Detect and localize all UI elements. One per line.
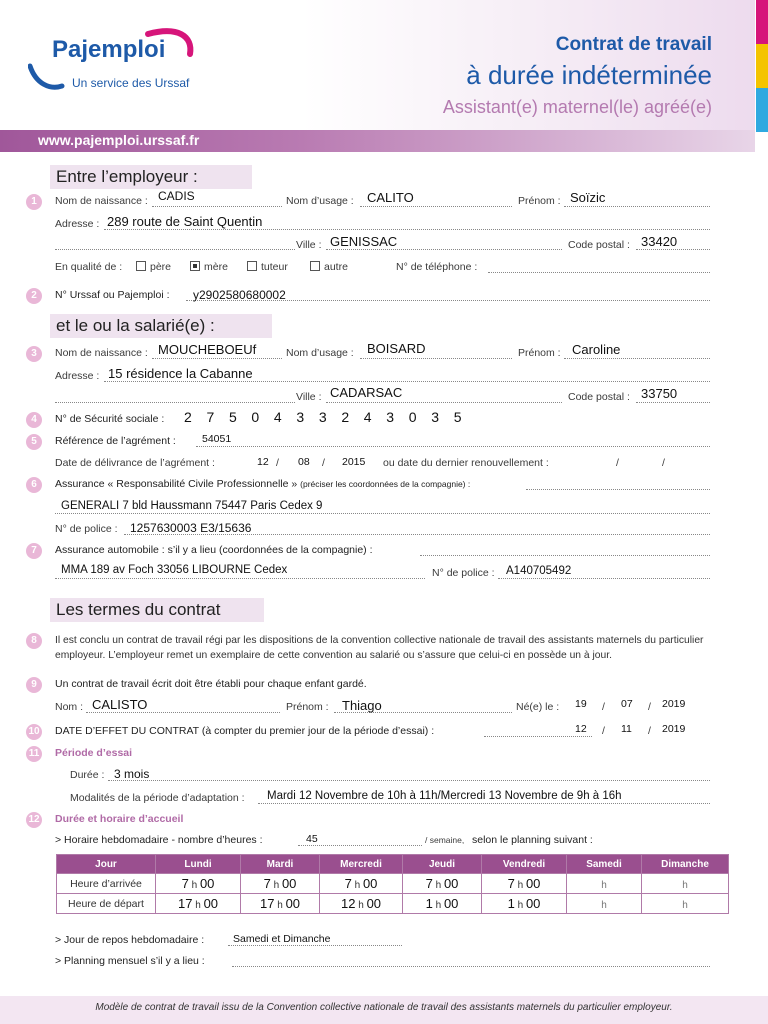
employee-secu-label: N° de Sécurité sociale : <box>55 413 165 425</box>
child-ne-label: Né(e) le : <box>516 701 560 713</box>
employee-cp-value[interactable]: 33750 <box>641 386 678 401</box>
employer-prenom-label: Prénom : <box>518 195 561 207</box>
schedule-header-jour: Jour <box>57 855 156 874</box>
item-number-2: 2 <box>26 288 42 304</box>
title-line-1: Contrat de travail <box>555 34 712 55</box>
date-sep: / <box>662 457 665 469</box>
arrival-hours: 7 <box>507 876 515 891</box>
effet-year[interactable]: 2019 <box>662 723 686 735</box>
schedule-header-vendredi: Vendredi <box>482 855 567 874</box>
delivrance-year[interactable]: 2015 <box>342 456 366 468</box>
section-employee-heading: et le ou la salarié(e) : <box>50 314 272 338</box>
departure-minutes: 00 <box>443 896 459 911</box>
date-sep: / <box>648 725 651 737</box>
employee-police2-label: N° de police : <box>432 567 495 579</box>
effet-day[interactable]: 12 <box>575 723 587 735</box>
schedule-header-mercredi: Mercredi <box>320 855 403 874</box>
employee-adresse-label: Adresse : <box>55 370 100 382</box>
hour-unit: h <box>351 880 363 891</box>
date-sep: / <box>616 457 619 469</box>
horaire-label: > Horaire hebdomadaire - nombre d’heures : <box>55 834 263 846</box>
employer-qualite-label: En qualité de : <box>55 261 123 273</box>
employee-agrement-label: Référence de l’agrément : <box>55 435 176 447</box>
employee-nom-usage-value[interactable]: BOISARD <box>367 341 426 356</box>
arrival-minutes: 00 <box>362 876 378 891</box>
logo-name: Pajemploi <box>52 36 166 63</box>
item-number-7: 7 <box>26 543 42 559</box>
departure-minutes: 00 <box>366 896 382 911</box>
date-sep: / <box>276 457 279 469</box>
duree-value[interactable]: 3 mois <box>114 767 150 781</box>
logo-subtitle: Un service des Urssaf <box>72 76 190 90</box>
arrival-label: Heure d’arrivée <box>57 874 156 894</box>
section-employer-heading: Entre l’employeur : <box>50 165 252 189</box>
schedule-header-lundi: Lundi <box>156 855 241 874</box>
employer-nom-usage-value[interactable]: CALITO <box>367 190 414 205</box>
employee-assurance-auto-value[interactable]: MMA 189 av Foch 33056 LIBOURNE Cedex <box>61 564 288 576</box>
employer-adresse-label: Adresse : <box>55 218 100 230</box>
option-tuteur[interactable]: tuteur <box>247 261 288 273</box>
checkbox-autre[interactable] <box>310 261 320 271</box>
arrival-cell[interactable] <box>241 874 320 894</box>
employee-prenom-label: Prénom : <box>518 347 561 359</box>
item-number-11: 11 <box>26 746 42 762</box>
employee-ville-value[interactable]: CADARSAC <box>330 385 403 400</box>
repos-label: > Jour de repos hebdomadaire : <box>55 934 205 946</box>
departure-cell[interactable] <box>241 894 320 914</box>
item-number-3: 3 <box>26 346 42 362</box>
hour-unit: h <box>601 880 607 891</box>
arrival-cell[interactable] <box>403 874 482 894</box>
arrival-minutes: 00 <box>443 876 459 891</box>
option-autre[interactable]: autre <box>310 261 348 273</box>
departure-hours: 17 <box>177 896 193 911</box>
child-ne-month[interactable]: 07 <box>621 698 633 710</box>
modalites-value[interactable]: Mardi 12 Novembre de 10h à 11h/Mercredi 13 Novembre de 9h à 16h <box>267 790 622 802</box>
item-number-8: 8 <box>26 633 42 649</box>
date-sep: / <box>648 701 651 713</box>
employee-delivrance-label: Date de délivrance de l’agrément : <box>55 457 215 469</box>
employee-assurance-rc-label: Assurance « Responsabilité Civile Professionnelle » (préciser les coordonnées de la compagnie) : <box>55 478 471 490</box>
arrival-minutes: 00 <box>199 876 215 891</box>
side-color-bar-yellow <box>756 44 768 88</box>
child-prenom-value[interactable]: Thiago <box>342 698 382 713</box>
departure-cell[interactable] <box>567 894 642 914</box>
employer-nom-naissance-label: Nom de naissance : <box>55 195 148 207</box>
employer-urssaf-value[interactable]: y2902580680002 <box>193 288 286 302</box>
departure-minutes: 00 <box>285 896 301 911</box>
delivrance-month[interactable]: 08 <box>298 456 310 468</box>
arrival-cell[interactable] <box>642 874 729 894</box>
departure-hours: 12 <box>340 896 356 911</box>
employee-nom-naissance-label: Nom de naissance : <box>55 347 148 359</box>
item-number-6: 6 <box>26 477 42 493</box>
employee-assurance-auto-label: Assurance automobile : s’il y a lieu (coordonnées de la compagnie) : <box>55 544 373 556</box>
checkbox-tuteur[interactable] <box>247 261 257 271</box>
hour-unit: h <box>188 880 200 891</box>
repos-value[interactable]: Samedi et Dimanche <box>233 933 331 945</box>
child-ne-day[interactable]: 19 <box>575 698 587 710</box>
hour-unit: h <box>682 900 688 911</box>
employer-ville-value[interactable]: GENISSAC <box>330 234 398 249</box>
departure-cell[interactable] <box>320 894 403 914</box>
horaire-value[interactable]: 45 <box>306 833 318 845</box>
departure-label: Heure de départ <box>57 894 156 914</box>
semaine-label: / semaine, <box>425 835 465 845</box>
departure-cell[interactable] <box>642 894 729 914</box>
employer-nom-usage-label: Nom d’usage : <box>286 195 354 207</box>
duree-label: Durée : <box>70 769 105 781</box>
hour-unit: h <box>432 880 444 891</box>
departure-hours: 17 <box>259 896 275 911</box>
schedule-header-mardi: Mardi <box>241 855 320 874</box>
employer-adresse-value[interactable]: 289 route de Saint Quentin <box>107 214 263 229</box>
arrival-hours: 7 <box>263 876 271 891</box>
footer-text: Modèle de contrat de travail issu de la Convention collective nationale de travail des assistants maternels du particulier employeur. <box>95 1002 673 1013</box>
departure-cell[interactable] <box>482 894 567 914</box>
hour-unit: h <box>192 900 204 911</box>
arrival-cell[interactable] <box>320 874 403 894</box>
departure-hours: 1 <box>425 896 433 911</box>
effet-label: DATE D’EFFET DU CONTRAT (à compter du premier jour de la période d’essai) : <box>55 725 435 737</box>
arrival-minutes: 00 <box>281 876 297 891</box>
checkbox-mere-checked[interactable] <box>190 261 200 271</box>
hour-unit: h <box>601 900 607 911</box>
schedule-table <box>56 854 729 914</box>
terms-paragraph-8: Il est conclu un contrat de travail régi par les dispositions de la convention collective nationale de travail des assistants maternels du particulier employeur. L’employeur remet un exemplaire de cette convention au salarié ou s’assure que celui-ci en possède un à jour. <box>55 635 704 661</box>
item-number-9: 9 <box>26 677 42 693</box>
child-nom-label: Nom : <box>55 701 84 713</box>
side-color-bar-pink <box>756 0 768 44</box>
item-number-4: 4 <box>26 412 42 428</box>
terms-paragraph-9: Un contrat de travail écrit doit être établi pour chaque enfant gardé. <box>55 678 367 690</box>
date-sep: / <box>322 457 325 469</box>
option-mere[interactable]: mère <box>190 261 228 273</box>
employer-ville-label: Ville : <box>296 239 322 251</box>
schedule-header-samedi: Samedi <box>567 855 642 874</box>
mensuel-label: > Planning mensuel s’il y a lieu : <box>55 955 205 967</box>
title-line-2: à durée indéterminée <box>466 60 712 90</box>
item-number-5: 5 <box>26 434 42 450</box>
employer-nom-naissance-value[interactable]: CADIS <box>158 189 195 203</box>
arrival-hours: 7 <box>344 876 352 891</box>
hour-unit: h <box>270 880 282 891</box>
arrival-hours: 7 <box>181 876 189 891</box>
effet-month[interactable]: 11 <box>621 723 632 735</box>
employee-assurance-rc-value[interactable]: GENERALI 7 bld Haussmann 75447 Paris Cedex 9 <box>61 500 323 512</box>
arrival-cell[interactable] <box>482 874 567 894</box>
pajemploi-logo <box>28 24 198 104</box>
hour-unit: h <box>682 880 688 891</box>
employee-adresse-value[interactable]: 15 résidence la Cabanne <box>108 366 253 381</box>
employee-ville-label: Ville : <box>296 391 322 403</box>
date-sep: / <box>602 725 605 737</box>
employer-cp-label: Code postal : <box>568 239 630 251</box>
employee-police-label: N° de police : <box>55 523 118 535</box>
option-pere[interactable]: père <box>136 261 171 273</box>
employer-tel-label: N° de téléphone : <box>396 261 478 273</box>
horaire-heading: Durée et horaire d’accueil <box>55 813 184 825</box>
schedule-header-dimanche: Dimanche <box>642 855 729 874</box>
employee-nom-naissance-value[interactable]: MOUCHEBOEUf <box>158 342 257 357</box>
child-ne-year[interactable]: 2019 <box>662 698 686 710</box>
schedule-header-jeudi: Jeudi <box>403 855 482 874</box>
hour-unit: h <box>514 900 526 911</box>
employee-nom-usage-label: Nom d’usage : <box>286 347 354 359</box>
employee-prenom-value[interactable]: Caroline <box>572 342 621 357</box>
essai-heading: Période d’essai <box>55 747 133 759</box>
departure-cell[interactable] <box>403 894 482 914</box>
arrival-minutes: 00 <box>525 876 541 891</box>
delivrance-day[interactable]: 12 <box>257 456 269 468</box>
employee-renouvellement-label: ou date du dernier renouvellement : <box>383 457 549 469</box>
employee-secu-value[interactable]: 2 7 5 0 4 3 3 2 4 3 0 3 5 <box>184 409 467 425</box>
departure-cell[interactable] <box>156 894 241 914</box>
arrival-hours: 7 <box>425 876 433 891</box>
child-nom-value[interactable]: CALISTO <box>92 697 148 712</box>
arrival-cell[interactable] <box>567 874 642 894</box>
hour-unit: h <box>514 880 526 891</box>
departure-minutes: 00 <box>525 896 541 911</box>
employee-police2-value[interactable]: A140705492 <box>506 565 572 577</box>
arrival-cell[interactable] <box>156 874 241 894</box>
hour-unit: h <box>274 900 286 911</box>
departure-minutes: 00 <box>203 896 219 911</box>
item-number-1: 1 <box>26 194 42 210</box>
side-color-bar-blue <box>756 88 768 132</box>
employer-cp-value[interactable]: 33420 <box>641 234 678 249</box>
modalites-label: Modalités de la période d’adaptation : <box>70 792 245 804</box>
employer-urssaf-label: N° Urssaf ou Pajemploi : <box>55 289 170 301</box>
planning-label: selon le planning suivant : <box>472 834 593 846</box>
checkbox-pere[interactable] <box>136 261 146 271</box>
child-prenom-label: Prénom : <box>286 701 329 713</box>
title-line-3: Assistant(e) maternel(le) agréé(e) <box>442 97 712 117</box>
item-number-12: 12 <box>26 812 42 828</box>
website-link[interactable]: www.pajemploi.urssaf.fr <box>38 132 200 148</box>
employer-prenom-value[interactable]: Soïzic <box>570 190 606 205</box>
item-number-10: 10 <box>26 724 42 740</box>
hour-unit: h <box>432 900 444 911</box>
employee-cp-label: Code postal : <box>568 391 630 403</box>
employee-police-value[interactable]: 1257630003 E3/15636 <box>130 521 252 535</box>
employee-agrement-value[interactable]: 54051 <box>202 433 232 445</box>
departure-hours: 1 <box>507 896 515 911</box>
section-terms-heading: Les termes du contrat <box>50 598 264 622</box>
hour-unit: h <box>355 900 367 911</box>
date-sep: / <box>602 701 605 713</box>
